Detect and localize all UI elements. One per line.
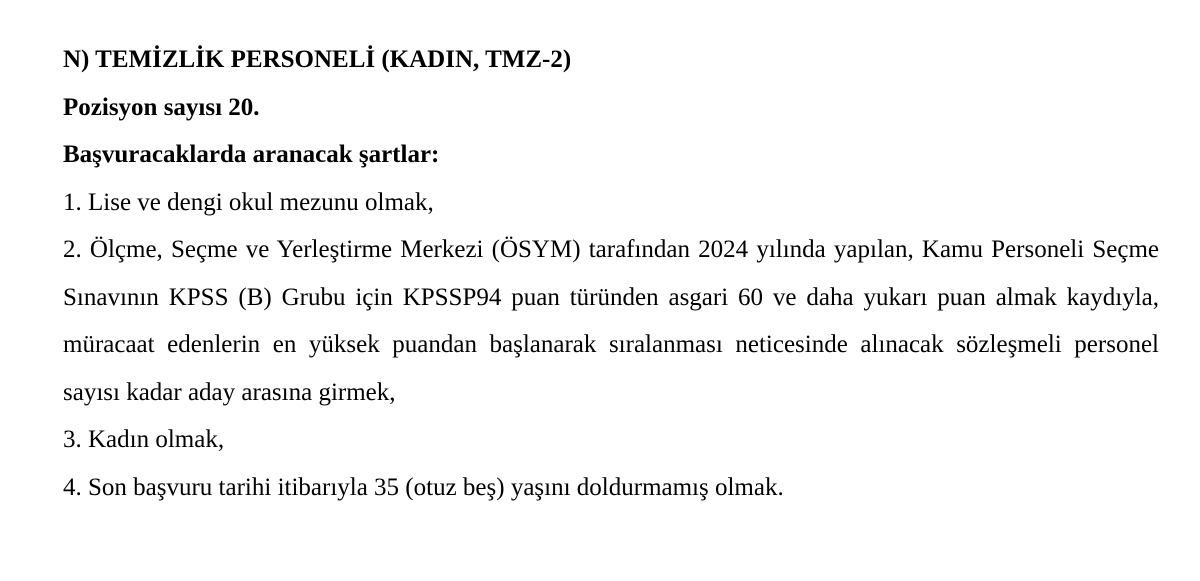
- requirement-item-3: 3. Kadın olmak,: [63, 426, 225, 453]
- position-count: Pozisyon sayısı 20.: [63, 93, 260, 121]
- requirement-item-4: 4. Son başvuru tarihi itibarıyla 35 (otuz beş) yaşını doldurmamış olmak.: [63, 473, 784, 501]
- requirement-item-1: 1. Lise ve dengi okul mezunu olmak,: [63, 188, 434, 216]
- document-body: [63, 36, 1159, 511]
- requirements-heading: Başvuracaklarda aranacak şartlar:: [63, 141, 440, 168]
- section-title: N) TEMİZLİK PERSONELİ (KADIN, TMZ-2): [63, 46, 572, 73]
- requirement-item-2: 2. Ölçme, Seçme ve Yerleştirme Merkezi (ÖSYM) tarafından 2024 yılında yapılan, Kamu Personeli Seçme Sınavının KPSS (B) Grubu için KPSSP94 puan türünden asgari 60 ve daha yukarı puan almak kaydıyla, müracaat edenlerin en yüksek puandan başlanarak sıralanması neticesinde alınacak sözleşmeli personel sayısı kadar aday arasına girmek,: [63, 236, 1159, 406]
